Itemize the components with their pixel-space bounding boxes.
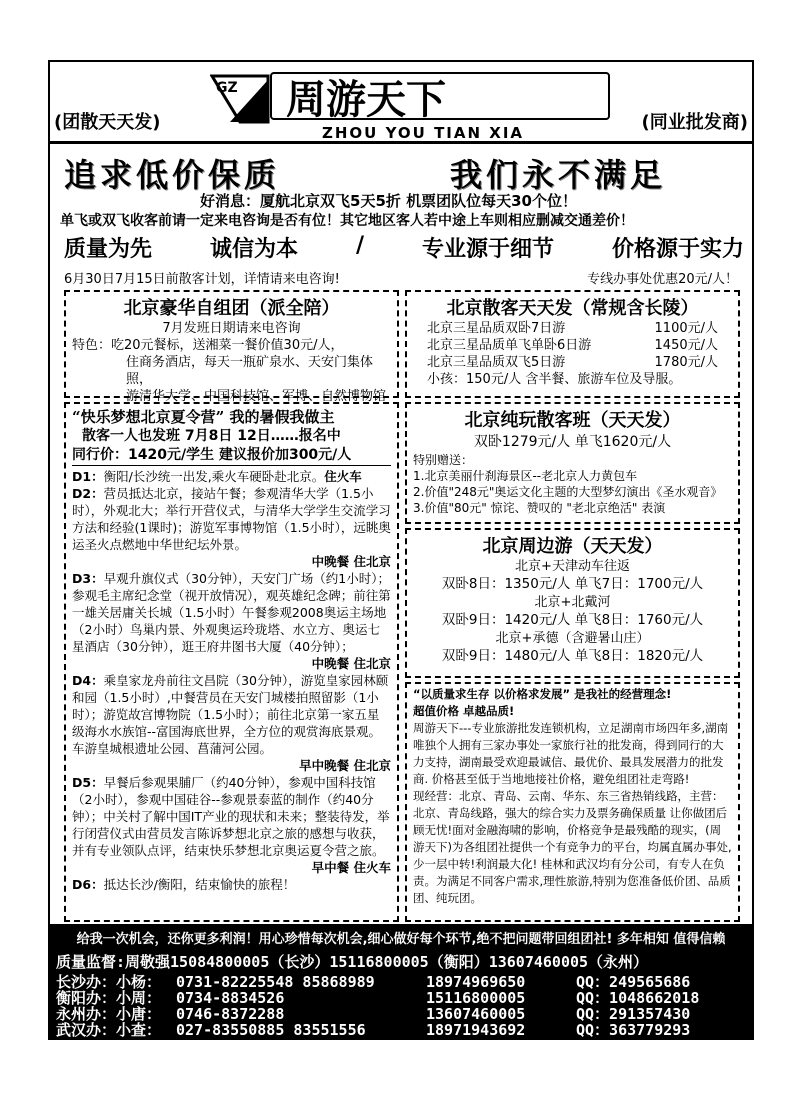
box-title: 北京散客天天发（常规含长陵） (446, 298, 699, 319)
day-label: D5： (72, 775, 104, 790)
notice: 单飞或双飞收客前请一定来电咨询是否有位！其它地区客人若中途上车则相应删减交通差价！ (60, 213, 634, 229)
day-label: D2： (72, 486, 104, 501)
box-title: 北京豪华自组团（派全陪） (123, 298, 340, 319)
box-title: 北京周边游（天天发） (482, 536, 663, 557)
route-name: 北京+天津动车往返 (515, 559, 630, 574)
value-sep: / (355, 232, 365, 258)
route-price: 双卧8日：1350元/人 单飞7日：1700元/人 (441, 576, 704, 592)
slogan-left: 追求低价保质 (64, 156, 281, 194)
pure-price: 双卧1279元/人 单飞1620元/人 (473, 434, 672, 450)
price-row (413, 354, 732, 371)
day-stay: 住火车 (324, 469, 362, 484)
day-text: 营员抵达北京，接站午餐；参观清华大学（1.5小时），外观北大；举行开营仪式，与清华大学学生交流学习方法和经验(1课时)；游览军事博物馆（1.5小时），远眺奥运圣火点燃地中华世纪坛外景。 (72, 486, 391, 552)
summer-camp-box (64, 402, 399, 922)
office-qq: QQ：291357430 (576, 1005, 691, 1023)
value-3: 专业源于细节 (421, 236, 554, 262)
feature-line: 特色：吃20元餐标，送湘菜一餐价值30元/人， (72, 338, 344, 353)
office-name: 衡阳办：小周： (56, 989, 162, 1007)
pure-tour-box (405, 402, 740, 524)
office-phone: 0731-82225548 85868989 (176, 973, 375, 991)
flyer (48, 60, 754, 1040)
left-tag: (团散天天发) (54, 112, 161, 133)
route-name: 北京三星品质双卧7日游 (427, 321, 566, 336)
route-price: 1780元/人 (654, 355, 718, 370)
feature-line: 游清华大学、中国科技馆、军博、自然博物馆 (126, 389, 387, 404)
day-stay: 早中晚餐 住北京 (299, 758, 391, 773)
philosophy-box (405, 682, 740, 922)
office-phone: 0734-8834526 (176, 989, 285, 1007)
logo-pinyin: ZHOU YOU TIAN XIA (322, 124, 525, 142)
office-phone: 0746-8372288 (176, 1005, 285, 1023)
banner: 给我一次机会，还你更多利润！用心珍惜每次机会,细心做好每个环节,绝不把问题带回组团社! 多年相知 值得信赖 (50, 924, 752, 950)
logo (210, 70, 630, 140)
supervise-line: 质量监督:周敬强15084800005（长沙）15116800005（衡阳）13607460005（永州） (56, 953, 649, 971)
itinerary-day (72, 570, 391, 655)
child-price: 小孩：150元/人 含半餐、旅游车位及导服。 (427, 372, 682, 387)
itinerary-day (72, 876, 391, 893)
itinerary-day (72, 774, 391, 859)
office-row (56, 1020, 746, 1040)
slogan-right: 我们永不满足 (450, 156, 667, 194)
route-name: 北京三星品质单飞单卧6日游 (427, 338, 592, 353)
value-4: 价格源于实力 (611, 236, 744, 262)
day-text: 衡阳/长沙统一出发,乘火车硬卧赴北京。 (103, 469, 325, 484)
philosophy-text: 现经营：北京、青岛、云南、华东、东三省热销线路，主营：北京、青岛线路，强大的综合实力及票务确保质量 让你做团后顾无忧!面对金融海啸的影响，价格竞争是最残酷的现实，(周游天下)为各组团社提供一个有竞争力的平台，均属直属办事处,少一层中转!利润最大化! 桂林和武汉均有分公司，有专人在负责。为满足不同客户需求,理性旅游,特别为您准备低价团、品质团、纯玩团。 (413, 789, 732, 905)
day-stay: 早中餐 住火车 (311, 860, 391, 875)
philosophy-line: “以质量求生存 以价格求发展” 是我社的经营理念! (413, 687, 672, 701)
camp-price: 同行价：1420元/学生 建议报价加300元/人 (72, 446, 391, 466)
camp-subtitle: 散客一人也发班 7月8日 12日……报名中 (82, 428, 341, 444)
logo-mark-icon (210, 74, 270, 124)
values-row (64, 232, 744, 263)
route-price: 双卧9日：1480元/人 单飞8日：1820元/人 (441, 648, 704, 664)
office-qq: QQ：363779293 (576, 1021, 691, 1039)
office-name: 武汉办：小查： (56, 1021, 162, 1039)
day-label: D6： (72, 877, 104, 892)
philosophy-text: 周游天下---专业旅游批发连锁机构，立足湖南市场四年多,湖南唯独个人拥有三家办事处一家旅行社的批发商，得到同行的大力支持，湖南最受欢迎最诚信、最优价、最具发展潜力的批发商. 价格甚至低于当地地接社价格，避免组团社走弯路! (413, 721, 729, 786)
route-name: 北京三星品质双飞5日游 (427, 355, 566, 370)
day-text: 抵达长沙/衡阳，结束愉快的旅程！ (103, 877, 296, 892)
price-row (413, 337, 732, 354)
route-price: 1450元/人 (654, 338, 718, 353)
day-label: D1： (72, 469, 104, 484)
value-2: 诚信为本 (209, 236, 298, 262)
office-mobile: 13607460005 (426, 1005, 526, 1023)
around-tour-box (405, 528, 740, 678)
gift-item: 1.北京美丽什刹海景区--老北京人力黄包车 (413, 469, 638, 483)
office-qq: QQ：1048662018 (576, 989, 700, 1007)
itinerary-day (72, 672, 391, 757)
value-1: 质量为先 (64, 236, 153, 262)
logo-text: 周游天下 (270, 72, 610, 120)
day-text: 早观升旗仪式（30分钟），天安门广场（约1小时）；参观毛主席纪念堂（视开放情况），观英雄纪念碑；前往第一雄关居庸关长城（1.5小时）午餐参观2008奥运主场地（2小时）鸟巢内景、外观奥运玲珑塔、水立方、奥运七星酒店（30分钟），逛王府井图书大厦（40分钟）； (72, 571, 391, 654)
day-stay: 中晚餐 住北京 (311, 656, 391, 671)
agent-line: 专线办事处优惠20元/人！ (587, 272, 738, 287)
good-news: 好消息：厦航北京双飞5天5折 机票团队位每天30个位！ (200, 192, 577, 210)
route-name: 北京+承德（含避暑山庄） (495, 631, 650, 646)
right-tag: (同业批发商) (641, 112, 748, 133)
itinerary-day (72, 485, 391, 553)
office-qq: QQ：249565686 (576, 973, 691, 991)
itinerary-day (72, 468, 391, 485)
office-mobile: 18971943692 (426, 1021, 526, 1039)
gift-title: 特别赠送： (413, 453, 474, 467)
office-mobile: 15116800005 (426, 989, 526, 1007)
box-title: 北京纯玩散客班（天天发） (464, 410, 681, 431)
header (50, 62, 752, 144)
luxury-group-box (64, 290, 399, 404)
feature-line: 住商务酒店，每天一瓶矿泉水、天安门集体照， (126, 355, 374, 387)
route-price: 双卧9日：1420元/人 单飞8日：1760元/人 (441, 612, 704, 628)
daily-tour-box (405, 290, 740, 398)
contacts (50, 950, 752, 1038)
plan-line: 6月30日7月15日前散客计划，详情请来电咨询! (64, 272, 340, 287)
box-subtitle: 7月发班日期请来电咨询 (162, 321, 301, 336)
office-mobile: 18974969650 (426, 973, 526, 991)
svg-text:GZ: GZ (216, 80, 238, 96)
day-stay: 中晚餐 住北京 (311, 554, 391, 569)
philosophy-line: 超值价格 卓越品质! (413, 704, 515, 718)
price-row (413, 320, 732, 337)
day-text: 早餐后参观果脯厂（约40分钟），参观中国科技馆（2小时），参观中国硅谷--参观景泰蓝的制作（约40分钟）；中关村了解中国IT产业的现状和未来；整装待发，举行闭营仪式由营员发言陈诉梦想北京之旅的感想与收获，并有专业领队点评，结束快乐梦想北京奥运夏令营之旅。 (72, 775, 390, 858)
route-name: 北京+北戴河 (534, 595, 611, 610)
office-name: 长沙办：小杨： (56, 973, 162, 991)
office-phone: 027-83550885 83551556 (176, 1021, 366, 1039)
day-label: D4： (72, 673, 104, 688)
office-name: 永州办：小唐： (56, 1005, 162, 1023)
day-text: 乘皇家龙舟前往文昌院（30分钟），游览皇家园林颐和园（1.5小时）,中餐营员在天安门城楼拍照留影（1小时）；游览故宫博物院（1.5小时）；前往北京第一家五星级海水水族馆--富国海底世界，全方位的观赏海底景观。车游皇城根遗址公园、菖蒲河公园。 (72, 673, 389, 756)
route-price: 1100元/人 (654, 321, 718, 336)
gift-item: 3.价值"80元" 惊诧、赞叹的 "老北京绝活" 表演 (413, 501, 666, 515)
gift-item: 2.价值"248元"奥运文化主题的大型梦幻演出《圣水观音》 (413, 485, 723, 499)
camp-title: “快乐梦想北京夏令营” 我的暑假我做主 (72, 408, 335, 426)
day-label: D3： (72, 571, 104, 586)
